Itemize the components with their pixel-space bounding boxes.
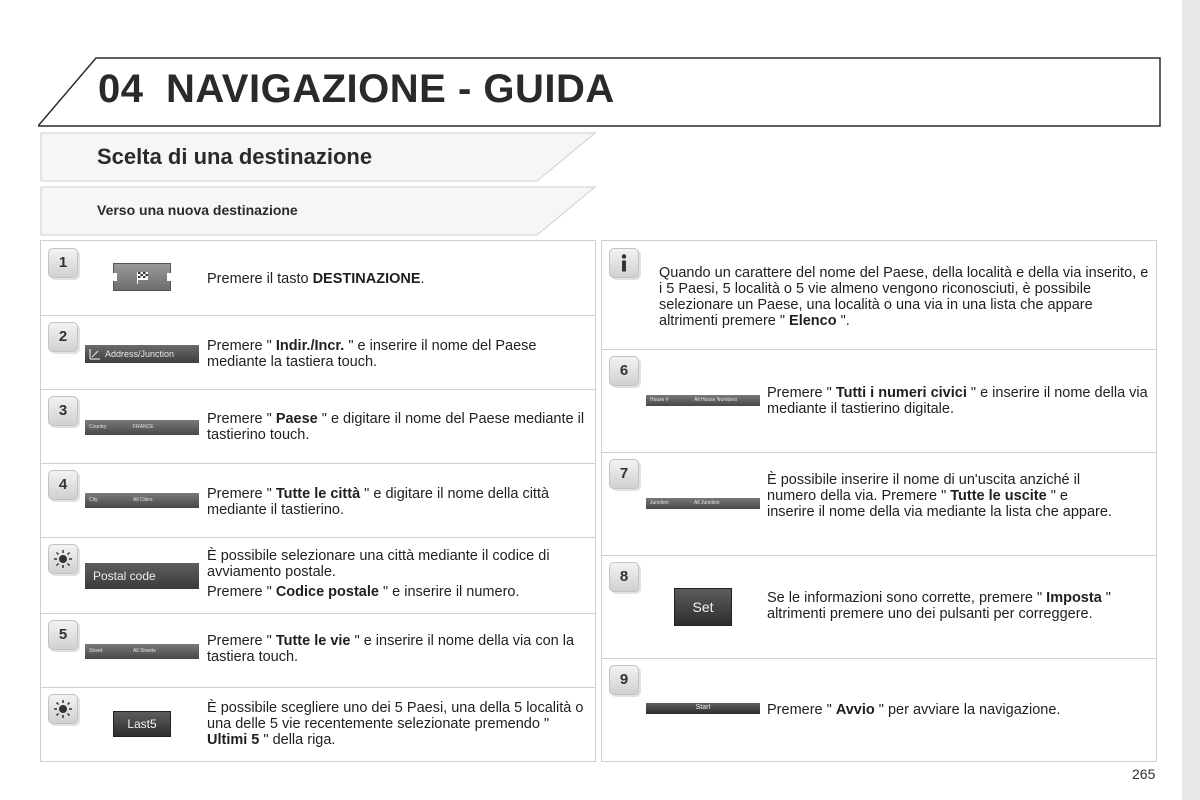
country-field-screen xyxy=(85,420,199,435)
street-field-screen xyxy=(85,644,199,659)
step-text: Premere " Avvio " per avviare la navigazione. xyxy=(767,702,1061,718)
tip-badge xyxy=(48,544,78,574)
page-number: 265 xyxy=(1132,766,1156,782)
set-button-screen: Set xyxy=(674,588,732,626)
subsection-header xyxy=(40,186,596,236)
lightbulb-icon xyxy=(53,699,73,719)
step-text: Premere " Indir./Incr. " e inserire il nome del Paese mediante la tastiera touch. xyxy=(207,338,537,370)
step-text: Premere " Paese " e digitare il nome del Paese mediante il tastierino touch. xyxy=(207,411,585,443)
house-value: All House Numbers xyxy=(694,397,738,403)
page-edge-strip xyxy=(1182,0,1200,800)
step-9 xyxy=(602,658,1156,761)
country-label: Country xyxy=(89,424,107,430)
steps-right-column xyxy=(601,240,1157,762)
start-button-screen: Start xyxy=(646,703,760,714)
country-value: FRANCE xyxy=(133,424,154,430)
house-number-screen xyxy=(646,395,760,406)
step-text: Premere " Tutti i numeri civici " e inserire il nome della via mediante il tastierino digitale. xyxy=(767,385,1148,417)
info-badge xyxy=(609,248,639,278)
step-text: Premere " Tutte le città " e digitare il nome della città mediante il tastierino. xyxy=(207,486,550,518)
step-text: Se le informazioni sono corrette, premere " Imposta " altrimenti premere uno dei pulsanti per correggere. xyxy=(767,590,1111,622)
city-field-screen xyxy=(85,493,199,508)
info-note xyxy=(602,241,1156,350)
junction-value: All Junction xyxy=(694,500,720,506)
step-badge: 6 xyxy=(609,356,639,386)
step-badge: 3 xyxy=(48,396,78,426)
step-4 xyxy=(41,463,595,538)
section-header xyxy=(40,132,596,182)
step-5 xyxy=(41,613,595,688)
tip-postal-code xyxy=(41,537,595,614)
tip-last5 xyxy=(41,687,595,761)
lightbulb-icon xyxy=(53,549,73,569)
city-label: City xyxy=(89,497,98,503)
city-value: All Cities xyxy=(133,497,153,503)
street-label: Street xyxy=(89,648,103,654)
step-text: Premere il tasto DESTINAZIONE. xyxy=(207,271,425,287)
info-text: Quando un carattere del nome del Paese, della località e della via inserito, e i 5 Paesi, 5 località o 5 vie almeno vengono riconosciuti, è possibile selezionare un Paese, una località o una via in una lista che appare altrimenti premere " Elenco ". xyxy=(659,265,1149,329)
junction-label: Junction xyxy=(650,500,669,506)
step-badge: 1 xyxy=(48,248,78,278)
steps-left-column xyxy=(40,240,596,762)
step-badge: 4 xyxy=(48,470,78,500)
step-3 xyxy=(41,389,595,464)
destination-key-icon xyxy=(113,263,171,291)
step-badge: 2 xyxy=(48,322,78,352)
address-junction-screen xyxy=(85,345,199,363)
chapter-number: 04 xyxy=(98,67,144,111)
last5-button-screen: Last5 xyxy=(113,711,171,737)
subsection-title: Verso una nuova destinazione xyxy=(97,202,298,218)
chapter-title: NAVIGAZIONE - GUIDA xyxy=(166,67,615,111)
tip-text: È possibile scegliere uno dei 5 Paesi, una della 5 località o una delle 5 vie recentemente selezionate premendo " Ultimi 5 " della riga. xyxy=(207,700,584,748)
tip-text: È possibile selezionare una città mediante il codice di avviamento postale. Premere " Codice postale " e inserire il numero. xyxy=(207,548,550,600)
junction-screen xyxy=(646,498,760,509)
info-icon xyxy=(614,253,634,273)
step-1 xyxy=(41,241,595,316)
step-badge: 5 xyxy=(48,620,78,650)
house-label: House # xyxy=(650,397,669,403)
street-value: All Streets xyxy=(133,648,156,654)
step-text: Premere " Tutte le vie " e inserire il nome della via con la tastiera touch. xyxy=(207,633,575,665)
address-junction-label: Address/Junction xyxy=(105,349,175,359)
chapter-header xyxy=(38,57,1162,127)
step-badge: 7 xyxy=(609,459,639,489)
step-2 xyxy=(41,315,595,390)
section-title: Scelta di una destinazione xyxy=(97,144,373,169)
tip-badge xyxy=(48,694,78,724)
postal-code-screen: Postal code xyxy=(85,563,199,589)
step-badge: 8 xyxy=(609,562,639,592)
step-badge: 9 xyxy=(609,665,639,695)
step-8 xyxy=(602,555,1156,659)
step-text: È possibile inserire il nome di un'uscita anziché il numero della via. Premere " Tutte le uscite " e inserire il nome della via mediante la lista che appare. xyxy=(767,472,1112,520)
step-7 xyxy=(602,452,1156,556)
step-6 xyxy=(602,349,1156,453)
